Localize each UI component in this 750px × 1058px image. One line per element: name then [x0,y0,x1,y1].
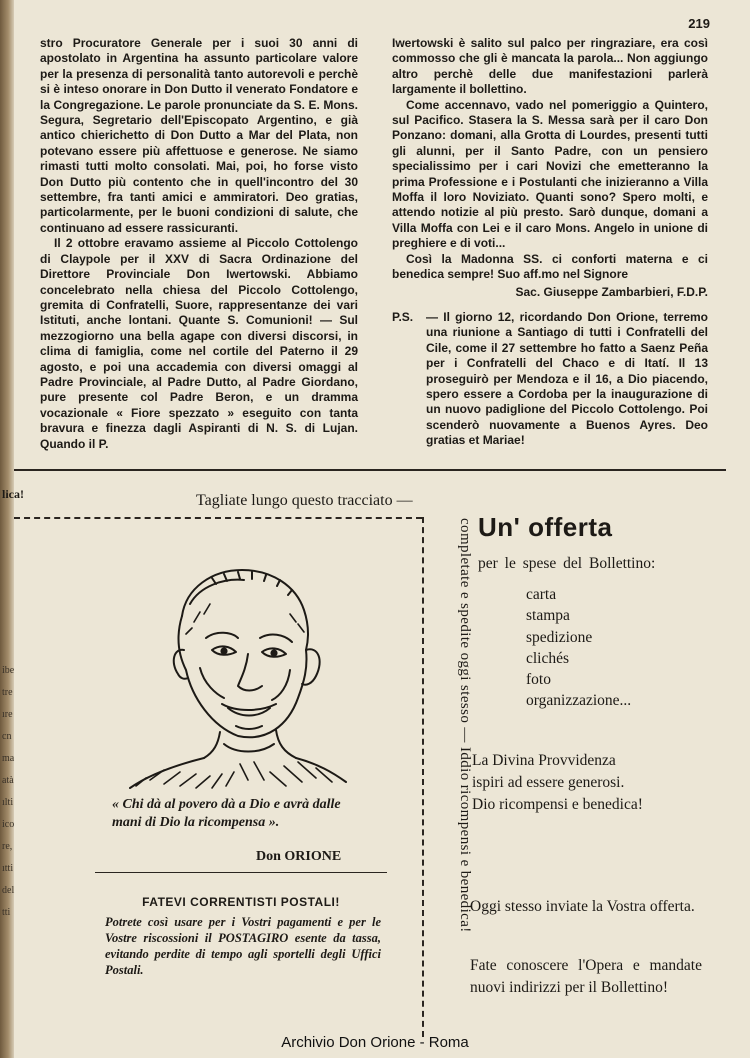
offer-title: Un' offerta [478,512,613,542]
list-item: foto [526,671,551,689]
don-orione-portrait [120,558,350,790]
section-divider [14,469,726,471]
edge-bit: cn [2,731,12,742]
right-paragraph-3: Così la Madonna SS. ci conforti materna e ci benedica sempre! Suo aff.mo nel Signore [392,251,708,282]
list-item: spedizione [526,628,593,646]
edge-bit: ma [2,753,15,764]
left-column [40,36,358,452]
edge-bit: tti [2,907,11,918]
right-column [392,36,708,449]
cut-line-vertical[interactable] [422,517,424,1037]
list-item: stampa [526,607,570,625]
page-number: 219 [688,16,710,31]
left-paragraph-1: stro Procuratore Generale per i suoi 30 anni di apostolato in Argentina ha assunto particolare valore per la presenza di personalità tanto autorevoli e perchè si è inteso onorare in Don Dutto il venerato Fondatore e la Congregazione. Le parole pronunciate da S. E. Mons. Segura, Segretario dell'Episcopato Argentino, e già antico chierichetto di Don Dutto a Mar del Plata, non potevano essere più affettuose e generose. Ne siamo rimasti tutti molto consolati. Mai, poi, ho forse visto Don Dutto più contento che in quell'incontro del 30 settembre, fra tanti amici e ammiratori. Deo gratias, particolarmente, per le buoni condizioni di salute, che continuano ad essere rassicuranti. [40,36,358,235]
provvidenza-line: La Divina Provvidenza [472,752,616,769]
vertical-instruction: completate e spedite oggi stesso — Iddio ricompensi e benedica! [457,518,473,933]
edge-bits [2,660,14,924]
edge-bit: del [2,885,15,896]
postal-body: Potrete così usare per i Vostri pagamenti e per le Vostre riscossioni il POSTAGIRO esente da tassa, evitando perdite di tempo agli sportelli degli Uffici Postali. [105,915,381,977]
offer-list [526,584,631,712]
postscript [392,310,708,449]
edge-bit: ico [2,819,15,830]
list-item: carta [526,586,557,603]
list-item: organizzazione... [526,692,632,710]
edge-bit: ıre [2,709,13,720]
postal-title: FATEVI CORRENTISTI POSTALI! [142,895,340,909]
offer-subtitle: per le spese del Bollettino: [478,555,656,572]
quote-author: Don ORIONE [256,849,342,864]
left-paragraph-2: Il 2 ottobre eravamo assieme al Piccolo Cottolengo di Claypole per il XXV di Sacra Ordinazione del Direttore Provinciale Don Iwertowski. Abbiamo concelebrato nella chiesa del Piccolo Cottolengo, gremita di Confratelli, Suore, rappresentanze dei vari Istituti, anche lontani. Quante S. Comunioni! — Sul mezzogiorno una bella agape con diversi discorsi, in clima di famiglia, come nel cortile del Paterno il 29 agosto, e poi una accademia con diversi omaggi al Padre Provinciale, al Padre Dutto, al Padre Giordano, pure presente col Padre Beron, e un dramma vocazionale « Fiore spezzato » eseguito con tanta bravura e finezza dagli Aspiranti di N. S. di Lujan. Quando il P. [40,236,358,451]
edge-bit: ibe [2,665,15,676]
signature: Sac. Giuseppe Zambarbieri, F.D.P. [515,284,708,299]
cut-caption: Tagliate lungo questo tracciato — [196,492,413,509]
cut-line-horizontal[interactable] [14,517,422,519]
spread-word-text: Fate conoscere l'Opera e mandate nuovi indirizzi per il Bollettino! [470,957,702,996]
edge-bit: re, [2,841,13,852]
provvidenza-line: ispiri ad essere generosi. [472,774,625,791]
edge-bit: ıtti [2,863,14,874]
right-paragraph-1: Iwertowski è salito sul palco per ringraziare, era così commosso che gli è mancata la parola... Non aggiungo altro perchè delle due manifestazioni parlerà largamente il bollettino. [392,36,708,97]
ps-text: — Il giorno 12, ricordando Don Orione, terremo una riunione a Santiago di tutti i Confratelli del Cile, come il 27 settembre ho fatto a Saenz Peña per i Confratelli del Chaco e di Itatí. Il 13 proseguirò per Mendoza e il 16, a Dio piacendo, spero essere a Cordoba per la inaugurazione di un nuovo padiglione del Piccolo Cottolengo. Poi scenderò nuovamente a Buenos Ayres. Deo gratias et Mariae! [426,309,708,448]
right-paragraph-2: Come accennavo, vado nel pomeriggio a Quintero, sul Pacifico. Stasera la S. Messa sarà per il caro Don Ponzano: domani, alla Grotta di Lourdes, presenti tutti gli alunni, per il Santo Padre, con un pensiero specialissimo per i cari Novizi che emetteranno la prima Professione e i Postulanti che inizieranno a Villa Moffa il loro Noviziato. Quanti sono? Spero molti, e attendo notizie al più presto. Sarò dunque, domani a Villa Moffa con Lei e il caro Mons. Angelo in unione di preghiere e di voti... [392,97,708,251]
archive-footer: Archivio Don Orione - Roma [281,1034,469,1051]
edge-bit: ılti [2,797,14,808]
provvidenza-line: Dio ricompensi e benedica! [472,796,643,813]
edge-fragment: lica! [2,487,24,501]
edge-bit: tre [2,687,13,698]
provvidenza-text [472,750,643,816]
quote: « Chi dà al povero dà a Dio e avrà dalle mani di Dio la ricompensa ». [112,797,341,830]
postal-box [95,872,387,1015]
list-item: clichés [526,649,570,667]
ps-label: P.S. [392,309,414,324]
send-today-text: Oggi stesso inviate la Vostra offerta. [470,898,695,915]
edge-bit: atà [2,775,14,786]
